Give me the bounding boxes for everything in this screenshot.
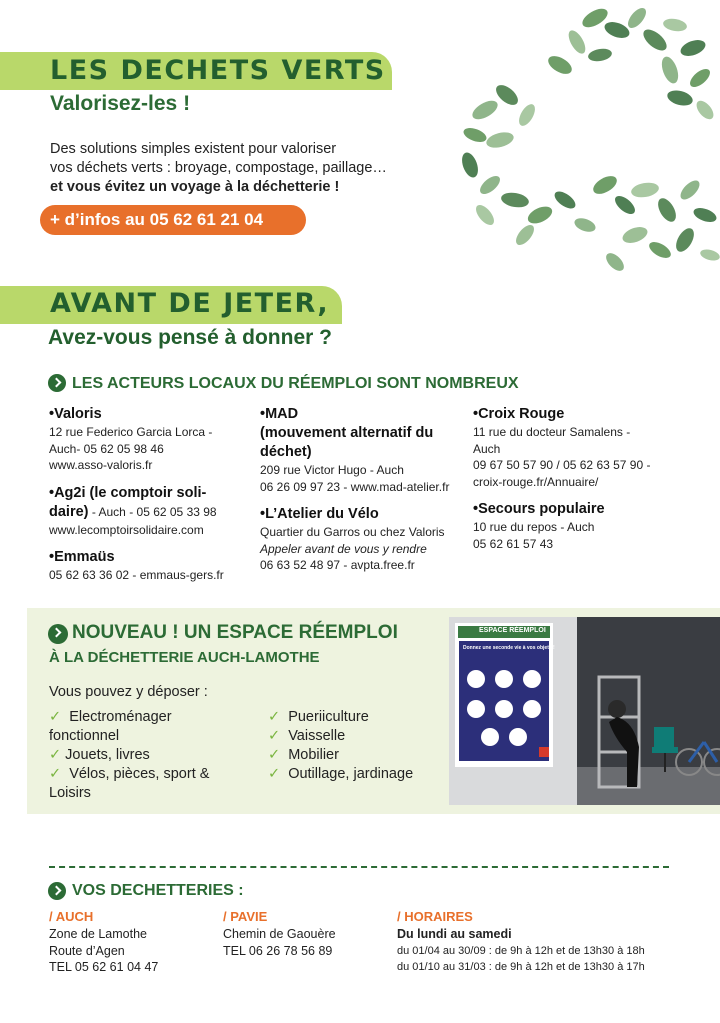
list-item: ✓ Jouets, livres xyxy=(49,747,150,763)
actor-line: 05 62 63 36 02 - emmaus-gers.fr xyxy=(49,568,224,582)
arrow-circle-icon xyxy=(48,374,66,392)
check-icon: ✓ xyxy=(49,747,62,763)
deposit-list-left xyxy=(49,708,249,803)
check-icon: ✓ xyxy=(268,728,281,744)
before-throwing-subtitle: Avez-vous pensé à donner ? xyxy=(48,326,332,349)
center-auch-label: / AUCH xyxy=(49,909,94,924)
check-icon: ✓ xyxy=(49,766,62,782)
check-icon: ✓ xyxy=(268,709,281,725)
green-waste-text xyxy=(50,140,450,197)
green-waste-subtitle: Valorisez-les ! xyxy=(50,92,191,115)
deposit-list-right xyxy=(268,708,448,784)
actor-line: Auch xyxy=(473,441,501,456)
center-phone: TEL 06 26 78 56 89 xyxy=(223,943,333,958)
actor-line: 209 rue Victor Hugo - Auch xyxy=(260,463,404,477)
poster-subtitle: Donnez une seconde vie à vos objets ! xyxy=(463,645,555,651)
hours-winter: du 01/10 au 31/03 : de 9h à 12h et de 13h30 à 17h xyxy=(397,960,645,973)
actor-name-mad: •MAD xyxy=(260,406,299,422)
actor-line: Quartier du Garros ou chez Valoris xyxy=(260,525,445,539)
hours-summer: du 01/04 au 30/09 : de 9h à 12h et de 13h30 à 18h xyxy=(397,944,645,957)
reuse-space-photo xyxy=(449,617,720,805)
hours-label: / HORAIRES xyxy=(397,909,473,924)
center-pavie xyxy=(223,908,383,959)
actor-name-ag2i-cont: daire) xyxy=(49,503,89,520)
actor-line: 12 rue Federico Garcia Lorca - xyxy=(49,425,213,439)
actor-line: - Auch - 05 62 05 33 98 xyxy=(88,504,217,519)
actor-link: www.asso-valoris.fr xyxy=(49,458,153,472)
check-icon: ✓ xyxy=(49,709,62,725)
arrow-circle-icon xyxy=(48,624,68,644)
list-item: ✓ Outillage, jardinage xyxy=(268,766,414,782)
actor-name-atelier-velo: •L’Atelier du Vélo xyxy=(260,506,379,522)
reuse-space-subheading: À LA DÉCHETTERIE AUCH-LAMOTHE xyxy=(49,649,320,666)
green-waste-line: Des solutions simples existent pour valoriser xyxy=(50,141,337,157)
local-actors-heading: LES ACTEURS LOCAUX DU RÉEMPLOI SONT NOMBREUX xyxy=(72,375,519,392)
hours-days: Du lundi au samedi xyxy=(397,927,512,941)
list-item: ✓ Vaisselle xyxy=(268,728,346,744)
actor-note: Appeler avant de vous y rendre xyxy=(260,541,427,556)
recycle-leaves-icon xyxy=(455,0,720,275)
list-item: ✓ Pueriiculture xyxy=(268,709,369,725)
actor-name-secours-populaire: •Secours populaire xyxy=(473,501,605,517)
list-item: fonctionnel xyxy=(49,728,120,744)
check-icon: ✓ xyxy=(268,766,281,782)
list-item: ✓ Mobilier xyxy=(268,747,339,763)
before-throwing-title: AVANT DE JETER, xyxy=(50,288,330,319)
actors-column-2 xyxy=(260,405,465,574)
check-icon: ✓ xyxy=(268,747,281,763)
deposit-label: Vous pouvez y déposer : xyxy=(49,684,208,700)
green-waste-line: et vous évitez un voyage à la déchetterie ! xyxy=(50,179,340,195)
list-item: ✓ Electroménager xyxy=(49,709,172,725)
actors-column-1 xyxy=(49,405,249,584)
actor-line: Auch- 05 62 05 98 46 xyxy=(49,441,164,456)
poster-title: ESPACE RÉEMPLOI xyxy=(479,627,546,634)
opening-hours xyxy=(397,908,697,975)
list-item: Loisirs xyxy=(49,785,91,801)
reuse-space-heading: NOUVEAU ! UN ESPACE RÉEMPLOI xyxy=(72,622,398,643)
center-line: Route d’Agen xyxy=(49,943,125,958)
actor-name-mad-cont: (mouvement alternatif du xyxy=(260,425,434,441)
actor-link: croix-rouge.fr/Annuaire/ xyxy=(473,474,599,489)
center-pavie-label: / PAVIE xyxy=(223,909,268,924)
center-auch xyxy=(49,908,209,976)
center-line: Chemin de Gaouère xyxy=(223,927,336,941)
center-phone: TEL 05 62 61 04 47 xyxy=(49,960,159,974)
green-waste-line: vos déchets verts : broyage, compostage, paillage… xyxy=(50,160,387,176)
actor-line: 09 67 50 57 90 / 05 62 63 57 90 - xyxy=(473,458,651,472)
actor-line: 06 63 52 48 97 - avpta.free.fr xyxy=(260,558,415,572)
actor-line: 05 62 61 57 43 xyxy=(473,536,554,551)
recycling-centers-heading: VOS DECHETTERIES : xyxy=(72,882,244,899)
green-waste-title: LES DECHETS VERTS xyxy=(50,55,386,86)
actor-name-croix-rouge: •Croix Rouge xyxy=(473,406,565,422)
actor-line: 10 rue du repos - Auch xyxy=(473,520,595,534)
section-divider xyxy=(49,866,669,868)
actor-name-valoris: •Valoris xyxy=(49,406,102,422)
info-phone-pill: + d’infos au 05 62 61 21 04 xyxy=(40,205,306,235)
actor-name-emmaus: •Emmaüs xyxy=(49,549,115,565)
actor-link: www.lecomptoirsolidaire.com xyxy=(49,522,204,537)
actors-column-3 xyxy=(473,405,673,552)
arrow-circle-icon xyxy=(48,882,66,900)
center-line: Zone de Lamothe xyxy=(49,927,147,941)
list-item: ✓ Vélos, pièces, sport & xyxy=(49,766,210,782)
actor-line: 06 26 09 97 23 - www.mad-atelier.fr xyxy=(260,479,450,494)
actor-name-ag2i: •Ag2i (le comptoir soli- xyxy=(49,484,207,501)
actor-line: 11 rue du docteur Samalens - xyxy=(473,425,631,439)
actor-name-mad-cont: déchet) xyxy=(260,444,312,460)
